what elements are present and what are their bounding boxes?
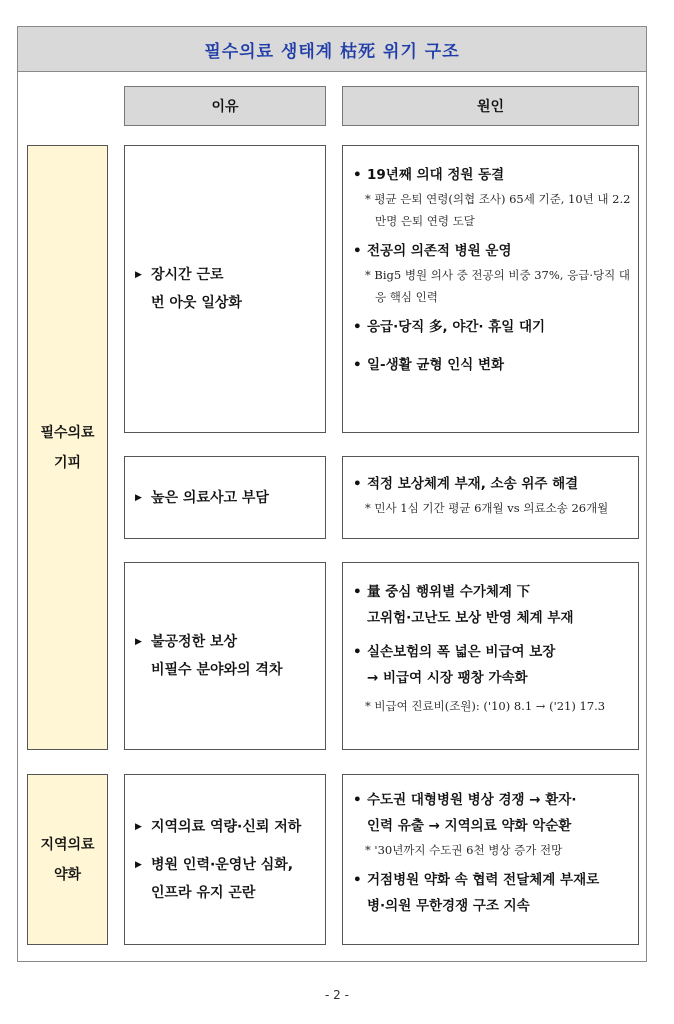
- cause-item: • 실손보험의 폭 넓은 비급여 보장 → 비급여 시장 팽창 가속화: [353, 639, 632, 691]
- category-label-line: 지역의료: [40, 836, 95, 853]
- reason-box: [124, 456, 326, 539]
- reason-text: 높은 의료사고 부담: [151, 489, 269, 506]
- bullet-icon: •: [353, 357, 362, 373]
- triangle-bullet-icon: ▶: [135, 492, 142, 503]
- reason-text: 장시간 근로: [151, 267, 224, 283]
- bullet-icon: •: [353, 792, 362, 808]
- bullet-icon: •: [353, 167, 362, 183]
- triangle-bullet-icon: ▶: [135, 859, 142, 870]
- bullet-icon: •: [353, 644, 362, 660]
- reason-item: [135, 813, 325, 841]
- triangle-bullet-icon: ▶: [135, 270, 142, 280]
- cause-item: • 적정 보상체계 부재, 소송 위주 해결: [353, 471, 632, 497]
- cause-item: • 수도권 대형병원 병상 경쟁 → 환자· 인력 유출 → 지역의료 약화 악순환: [353, 787, 632, 839]
- reason-text: 병원 인력·운영난 심화,: [151, 856, 294, 873]
- reason-item: [135, 261, 325, 317]
- reason-text: 지역의료 역량·신뢰 저하: [151, 818, 302, 835]
- reason-box: [124, 562, 326, 750]
- cause-item: • 19년째 의대 정원 동결: [353, 162, 632, 188]
- page-number: - 2 -: [325, 988, 349, 1002]
- cause-box: [342, 774, 639, 945]
- cause-note: * 민사 1심 기간 평균 6개월 vs 의료소송 26개월: [365, 501, 609, 515]
- cause-item: • 응급·당직 多, 야간· 휴일 대기: [353, 314, 632, 340]
- reason-text: 불공정한 보상: [151, 634, 238, 650]
- triangle-bullet-icon: ▶: [135, 637, 142, 647]
- reason-text: 번 아웃 일상화: [151, 295, 242, 311]
- reason-text: 인프라 유지 곤란: [151, 884, 256, 901]
- bullet-icon: •: [353, 476, 362, 492]
- category-essential-care-avoidance: [27, 145, 108, 750]
- cause-box: [342, 562, 639, 750]
- cause-header: 원인: [342, 86, 639, 126]
- cause-note: * '30년까지 수도권 6천 병상 증가 전망: [365, 843, 563, 857]
- triangle-bullet-icon: ▶: [135, 821, 142, 832]
- cause-note: * 평균 은퇴 연령(의협 조사) 65세 기준, 10년 내 2.2만명 은퇴 연령 도달: [365, 192, 631, 228]
- reason-box: [124, 774, 326, 945]
- cause-box: [342, 456, 639, 539]
- cause-item: • 量 중심 행위별 수가체계 下 고위험·고난도 보상 반영 체계 부재: [353, 579, 632, 631]
- cause-box: [342, 145, 639, 433]
- reason-box: [124, 145, 326, 433]
- category-label-line: 기피: [53, 454, 82, 471]
- cause-item: • 전공의 의존적 병원 운영: [353, 238, 632, 264]
- reason-item: [135, 628, 325, 684]
- cause-item: • 거점병원 약화 속 협력 전달체계 부재로 병·의원 무한경쟁 구조 지속: [353, 867, 632, 919]
- bullet-icon: •: [353, 319, 362, 335]
- bullet-icon: •: [353, 243, 362, 259]
- cause-note: * Big5 병원 의사 중 전공의 비중 37%, 응급·당직 대응 핵심 인력: [365, 268, 630, 304]
- reason-item: [135, 484, 325, 512]
- cause-note: * 비급여 진료비(조원): ('10) 8.1 → ('21) 17.3: [365, 699, 606, 713]
- category-regional-care-weakening: [27, 774, 108, 945]
- reason-text: 비필수 분야와의 격차: [151, 662, 283, 678]
- category-label-line: 약화: [53, 866, 82, 883]
- bullet-icon: •: [353, 584, 362, 600]
- cause-item: • 일-생활 균형 인식 변화: [353, 352, 632, 378]
- bullet-icon: •: [353, 872, 362, 888]
- page-title: 필수의료 생태계 枯死 위기 구조: [18, 27, 646, 72]
- category-label-line: 필수의료: [40, 424, 95, 441]
- reason-header: 이유: [124, 86, 326, 126]
- reason-item: [135, 851, 325, 907]
